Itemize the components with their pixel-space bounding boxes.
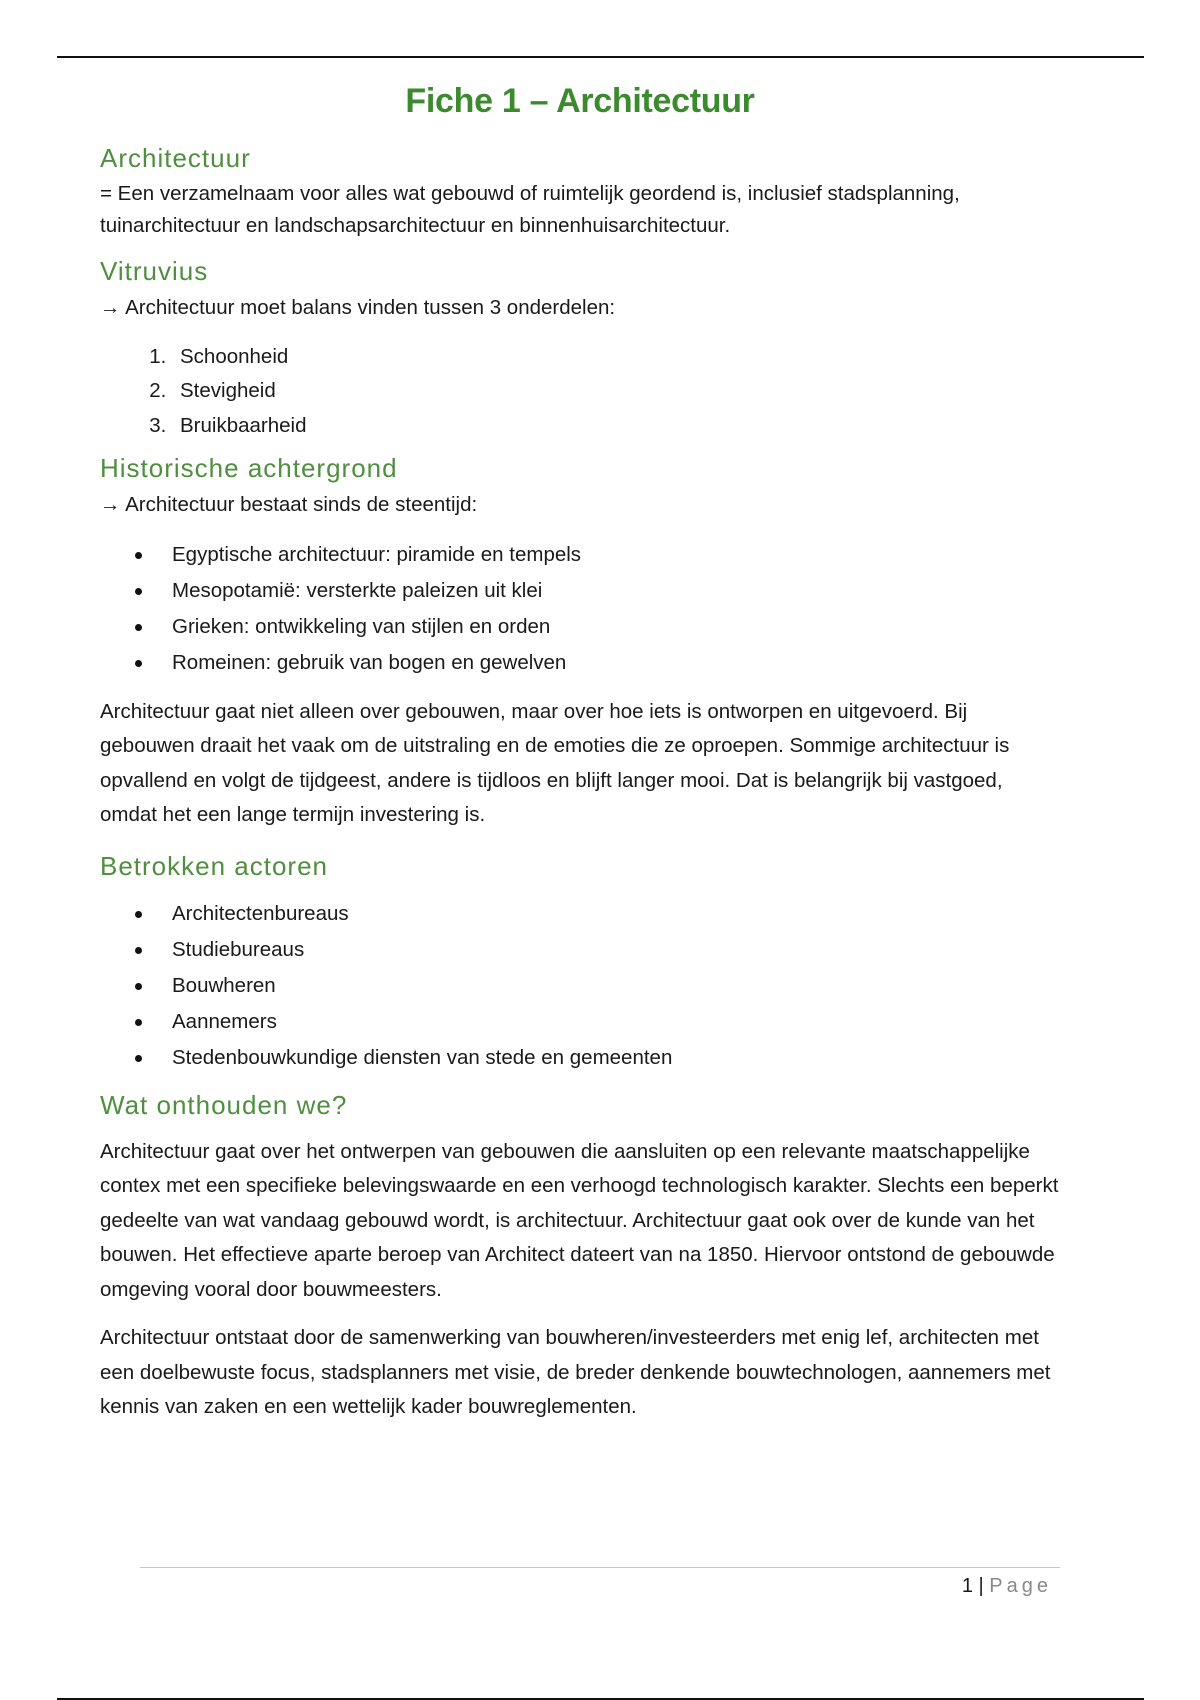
top-border-line: [57, 56, 1144, 58]
document-title: Fiche 1 – Architectuur: [405, 82, 755, 120]
historisch-paragraph: Architectuur gaat niet alleen over gebouwen, maar over hoe iets is ontworpen en uitgevoerd. Bij gebouwen draait het vaak om de uitstraling en de emoties die ze oproepen. Sommige architectuur is opvallend en volgt de tijdgeest, andere is tijdloos en blijft langer mooi. Dat is belangrijk bij vastgoed, omdat het een lange termijn investering is.: [100, 699, 1010, 826]
heading-wat-onthouden-we: Wat onthouden we?: [100, 1089, 348, 1120]
section-vitruvius: [100, 256, 1060, 443]
list-item: 2. Stevigheid: [172, 374, 1060, 409]
list-item: Stedenbouwkundige diensten van stede en gemeenten: [172, 1040, 1060, 1076]
actoren-list: [100, 896, 1060, 1076]
list-item: Egyptische architectuur: piramide en tempels: [172, 537, 1060, 573]
list-item: 3. Bruikbaarheid: [172, 409, 1060, 444]
footer-divider: [140, 1567, 1060, 1568]
heading-vitruvius: Vitruvius: [100, 256, 209, 286]
document-page: [100, 82, 1060, 1435]
list-item: Grieken: ontwikkeling van stijlen en orden: [172, 609, 1060, 645]
list-item: Aannemers: [172, 1004, 1060, 1040]
page-label: Page: [989, 1575, 1052, 1597]
vitruvius-list: [100, 340, 1060, 444]
historisch-intro: → Architectuur bestaat sinds de steentijd:: [100, 493, 478, 516]
page-footer: [962, 1572, 1052, 1600]
list-item: 1. Schoonheid: [172, 340, 1060, 375]
page-number: 1: [961, 1575, 973, 1597]
section-actoren: [100, 851, 1060, 1076]
list-item: Studiebureaus: [172, 932, 1060, 968]
historisch-list: [100, 537, 1060, 681]
section-architectuur: [100, 143, 1060, 242]
heading-historische-achtergrond: Historische achtergrond: [100, 453, 398, 483]
heading-architectuur: Architectuur: [100, 143, 251, 173]
list-item: Bouwheren: [172, 968, 1060, 1004]
heading-betrokken-actoren: Betrokken actoren: [100, 850, 329, 881]
list-item: Romeinen: gebruik van bogen en gewelven: [172, 645, 1060, 681]
list-item: Mesopotamië: versterkte paleizen uit klei: [172, 573, 1060, 609]
onthouden-paragraph-1: Architectuur gaat over het ontwerpen van gebouwen die aansluiten op een relevante maatschappelijke contex met een specifieke belevingswaarde en een verhoogd technologisch karakter. Slechts een beperkt gedeelte van wat vandaag gebouwd wordt, is architectuur. Architectuur gaat ook over de kunde van het bouwen. Het effectieve aparte beroep van Architect dateert van na 1850. Hiervoor ontstond de gebouwde omgeving vooral door bouwmeesters.: [100, 1139, 1059, 1301]
vitruvius-intro: → Architectuur moet balans vinden tussen 3 onderdelen:: [100, 296, 616, 319]
definition-text: = Een verzamelnaam voor alles wat gebouwd of ruimtelijk geordend is, inclusief stadsplanning, tuinarchitectuur en landschapsarchitectuur en binnenhuisarchitectuur.: [100, 182, 960, 237]
section-onthouden: [100, 1090, 1060, 1425]
section-historisch: [100, 453, 1060, 833]
onthouden-paragraph-2: Architectuur ontstaat door de samenwerking van bouwheren/investeerders met enig lef, architecten met een doelbewuste focus, stadsplanners met visie, de breder denkende bouwtechnologen, aannemers met kennis van zaken en een wettelijk kader bouwreglementen.: [100, 1326, 1051, 1418]
page-separator: |: [978, 1575, 984, 1597]
list-item: Architectenbureaus: [172, 896, 1060, 932]
